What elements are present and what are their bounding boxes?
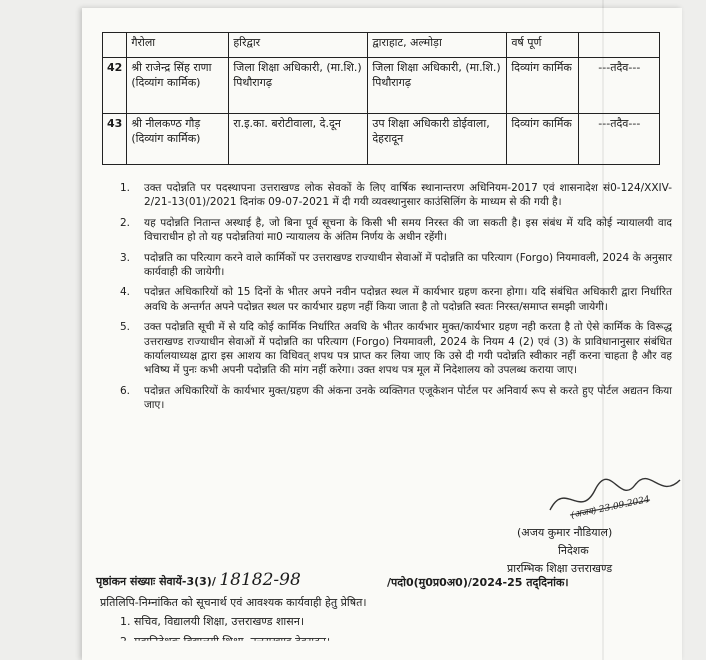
condition-number: 4. [120, 286, 131, 299]
condition-number: 1. [120, 182, 131, 194]
current-posting: हरिद्वार [229, 33, 368, 58]
endorsement-number [96, 570, 301, 590]
condition-number: 3. [120, 251, 131, 264]
signature-date-note: (अजय) 23.09.2024 [570, 494, 651, 522]
condition-number: 5. [120, 321, 131, 334]
table-row [103, 114, 660, 165]
signatory-designation: निदेशक [558, 544, 589, 557]
signatory-office: प्रारम्भिक शिक्षा उत्तराखण्ड [507, 562, 613, 575]
signatory-name: (अजय कुमार नौडियाल) [517, 526, 613, 539]
employee-name: श्री राजेन्द्र सिंह राणा (दिव्यांग कार्मिक) [127, 58, 229, 114]
current-posting: रा.इ.का. बरोटीवाला, दे.दून [229, 114, 368, 165]
employee-name: श्री नीलकण्ठ गौड़ (दिव्यांग कार्मिक) [127, 114, 229, 165]
endorsement-prefix: पृष्ठांकन संख्याः सेवायें-3(3)/ [96, 575, 216, 588]
copy-recipient [120, 614, 304, 629]
note [579, 33, 660, 58]
condition-text: पदोन्नति का परित्याग करने वाले कार्मिकों पर उत्तराखण्ड राज्याधीन सेवाओं में पदोन्नति का परित्याग (Forgo) नियमावली, 2024 के अनुसार कार्यवाही की जायेगी। [144, 251, 672, 279]
handwritten-number: 18182-98 [219, 570, 301, 590]
condition-text: पदोन्नत अधिकारियों के कार्यभार मुक्त/ग्रहण की अंकना उनके व्यक्तिगत एजूकेशन पोर्टल पर अनिवार्य रूप से करते हुए पोर्टल अद्यतन किया जाए। [144, 384, 672, 412]
employee-name: गैरोला [127, 33, 229, 58]
condition-item [120, 285, 672, 314]
condition-number: 6. [120, 384, 131, 397]
new-posting: द्वाराहाट, अल्मोड़ा [368, 33, 507, 58]
row-number: 42 [103, 58, 127, 114]
remark: दिव्यांग कार्मिक [507, 58, 579, 114]
current-posting: जिला शिक्षा अधिकारी, (मा.शि.) पिथौरागढ़ [229, 58, 368, 114]
new-posting: उप शिक्षा अधिकारी डोईवाला, देहरादून [368, 114, 507, 165]
recipient-number: 1. [120, 615, 131, 628]
new-posting: जिला शिक्षा अधिकारी, (मा.शि.) पिथौरागढ़ [368, 58, 507, 114]
copy-instruction: प्रतिलिपि-निम्नांकित को सूचनार्थ एवं आवश्यक कार्यवाही हेतु प्रेषित। [100, 596, 367, 609]
condition-text: पदोन्नत अधिकारियों को 15 दिनों के भीतर अपने नवीन पदोन्नत स्थल में कार्यभार ग्रहण करना होगा। यदि संबंधित अधिकारी द्वारा निर्धारित अवधि के अन्तर्गत अपने पदोन्नत स्थल पर कार्यभार ग्रहण नहीं किया जाता है तो पदोन्नति स्वतः निरस्त/समाप्त समझी जायेगी। [144, 286, 672, 313]
table-row [103, 58, 660, 114]
condition-item [120, 384, 672, 413]
condition-item [120, 251, 672, 280]
condition-number: 2. [120, 216, 131, 229]
condition-item [120, 181, 672, 210]
promotion-table [102, 32, 660, 165]
note: ---तदैव--- [579, 58, 660, 114]
condition-text: उक्त पदोन्नति सूची में से यदि कोई कार्मिक निर्धारित अवधि के भीतर कार्यभार मुक्त/कार्यभार ग्रहण नही करता है तो ऐसे कार्मिक के विरूद्ध उत्तराखण्ड राज्याधीन सेवाओं में पदोन्नति का परित्याग (Forgo) नियमावली, 2024 के नियम 4 (2) एवं (3) के प्राविधानानुसार संबंधित कार्यालयाध्यक्ष द्वारा इस आशय का विधिवत् शपथ पत्र प्राप्त कर लिया जाए कि उसे दी गयी पदोन्नति स्वीकार नहीं करना चाहता है और वह भविष्य में पुनः कभी अपनी पदोन्नति की मांग नहीं करेगा। उक्त शपथ पत्र मूल में निदेशालय को उपलब्ध कराया जाए। [144, 321, 672, 377]
row-number [103, 33, 127, 58]
remark: दिव्यांग कार्मिक [507, 114, 579, 165]
conditions-list [120, 181, 672, 419]
endorsement-suffix: /पदो0(मु0प्र0अ0)/2024-25 तद्‌दिनांक। [387, 576, 569, 589]
recipient-text: सचिव, विद्यालयी शिक्षा, उत्तराखण्ड शासन। [134, 615, 304, 628]
remark: वर्ष पूर्ण [507, 33, 579, 58]
condition-item [120, 320, 672, 378]
table-row [103, 33, 660, 58]
condition-text: उक्त पदोन्नति पर पदस्थापना उत्तराखण्ड लोक सेवकों के लिए वार्षिक स्थानान्तरण अधिनियम-2017 एवं शासनादेश सं0-124/XXIV-2/21-13(01)/2021 दिनांक 09-07-2021 में दी गयी व्यवस्थानुसार काउंसिलिंग के माध्यम से की गयी है। [144, 182, 672, 209]
condition-item [120, 216, 672, 245]
condition-text: यह पदोन्नति नितान्त अस्थाई है, जो बिना पूर्व सूचना के किसी भी समय निरस्त की जा सकती है। इस संबंध में यदि कोई न्यायालयी वाद विचाराधीन हो तो यह पदोन्नतियां मा0 न्यायालय के अंतिम निर्णय के अधीन रहेंगी। [144, 216, 672, 244]
row-number: 43 [103, 114, 127, 165]
note: ---तदैव--- [579, 114, 660, 165]
